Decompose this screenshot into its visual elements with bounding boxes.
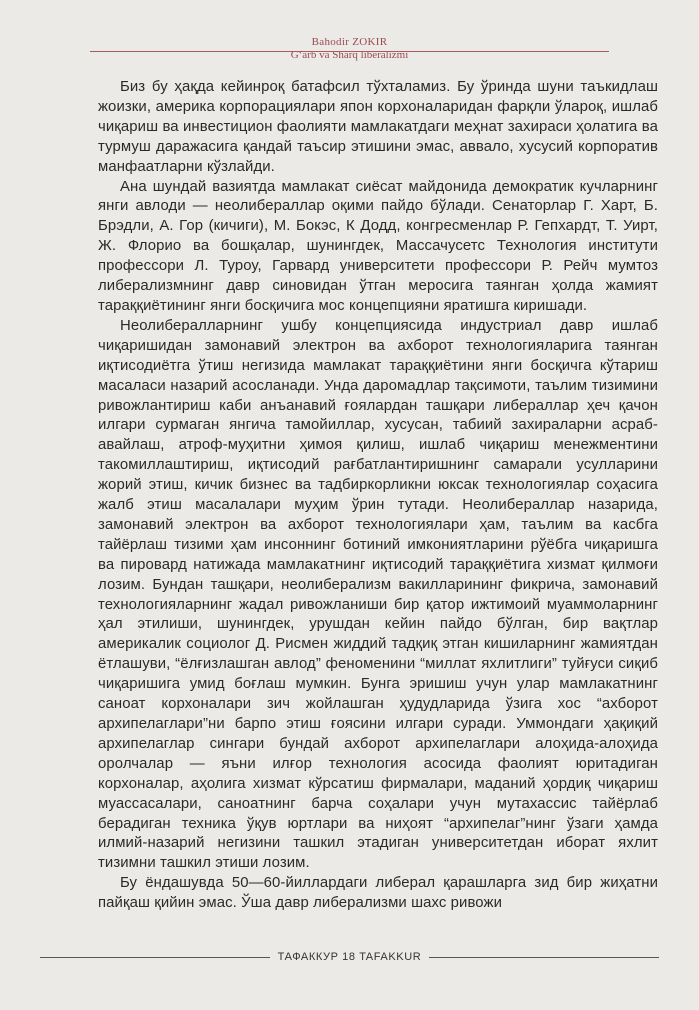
header-divider — [90, 51, 609, 52]
paragraph-2: Ана шундай вазиятда мамлакат сиёсат майдонида демократик кучларнинг янги авлоди — неолибераллар оқими пайдо бўлади. Сенаторлар Г. Харт, Б. Брэдли, А. Гор (кичиги), М. Бокэс, К Додд, конгресменлар Р. Гепхардт, Т. Уирт, Ж. Флорио ва бошқалар, шунингдек, Массачусетс Технология институти профессори Л. Туроу, Гарвард университети профессори Р. Рейч мумтоз либерализмнинг давр синовидан ўтган меросига таянган ҳолда жамият тараққиётининг янги босқичига мос концепцияни яратишга киришади. — [98, 178, 658, 314]
body-text — [98, 78, 658, 914]
footer-page-label: ТАФАККУР 18 TAFAKKUR — [277, 951, 422, 963]
footer-rule-left — [40, 957, 270, 958]
running-header — [0, 36, 699, 62]
header-author: Bahodir ZOKIR — [311, 36, 388, 48]
paragraph-4: Бу ёндашувда 50—60-йиллардаги либерал қарашларга зид бир жиҳатни пайқаш қийин эмас. Ўша давр либерализми шахс ривожи — [98, 875, 658, 912]
paragraph-1: Биз бу ҳақда кейинроқ батафсил тўхталамиз. Бу ўринда шуни таъкидлаш жоизки, америка корпорациялари япон корхоналаридан фарқли ўлароқ, ишлаб чиқариш ва инвестицион фаолияти мамлакатдаги меҳнат захираси ҳолатига ва турмуш даражасига қандай таъсир этишини эмас, аввало, хусусий корпоратив манфаатларни кўзлайди. — [98, 79, 658, 175]
footer-rule-right — [429, 957, 659, 958]
header-subtitle: G‘arb va Sharq liberalizmi — [290, 49, 409, 61]
page-footer — [40, 948, 659, 966]
paragraph-3: Неолибералларнинг ушбу концепциясида индустриал давр ишлаб чиқаришидан замонавий электрон ва ахборот технологияларига таянган иқтисодиётга ўтиш негизида мамлакат тараққиётини янги босқичга кўтариш масаласи назарий асосланади. Унда даромадлар тақсимоти, таълим тизимини ривожлантириш каби анъанавий ғоялардан ташқари либераллар ҳеч қачон илгари сурмаган янгича тамойиллар, хусусан, табиий захираларни асраб-авайлаш, атроф-муҳитни ҳимоя қилиш, ишлаб чиқариш менежментини такомиллаштириш, иқтисодий рағбатлантиришнинг самарали усулларини жорий этиш, кичик бизнес ва тадбиркорликни юксак технологиялар соҳасига жалб этиш масалалари муҳим ўрин тутади. Неолибераллар назарида, замонавий электрон ва ахборот технологиялари ҳам, таълим ва касбга тайёрлаш тизими ҳам инсоннинг ботиний имкониятларини рўёбга чиқаришга ва пировард натижада мамлакатнинг иқтисодий тараққиётига хизмат қилмоғи лозим. Бундан ташқари, неолиберализм вакилларининг фикрича, замонавий технологияларнинг жадал ривожланиши бир қатор ижтимоий муаммоларнинг ҳал этилиши, шунингдек, урушдан кейин пайдо бўлган, бир вақтлар америкалик социолог Д. Рисмен жиддий тадқиқ этган кишиларнинг жамиятдан ётлашуви, “ёлғизлашган авлод” феноменини “миллат яхлитлиги” туйғуси сиқиб чиқаришига умид боғлаш мумкин. Бунга эришиш учун улар мамлакатнинг саноат корхоналари зич жойлашган ҳудудларида ўзига хос “ахборот архипелаглари”ни барпо этиш ғоясини илгари суради. Уммондаги ҳақиқий архипелаглар сингари бундай ахборот архипелаглари алоҳида-алоҳида оролчалар — яъни илғор технология асосида фаолият юритадиган корхоналар, аҳолига хизмат кўрсатиш фирмалари, маданий ҳордиқ чиқариш муассасалари, саноатнинг барча соҳалари учун мутахассис тайёрлаб берадиган техника ўқув юртлари ва ниҳоят “архипелаг”нинг ўзаги ҳамда илмий-назарий негизини ташкил этадиган университетдан иборат яхлит тизимни ташкил этиши лозим. — [98, 317, 658, 872]
